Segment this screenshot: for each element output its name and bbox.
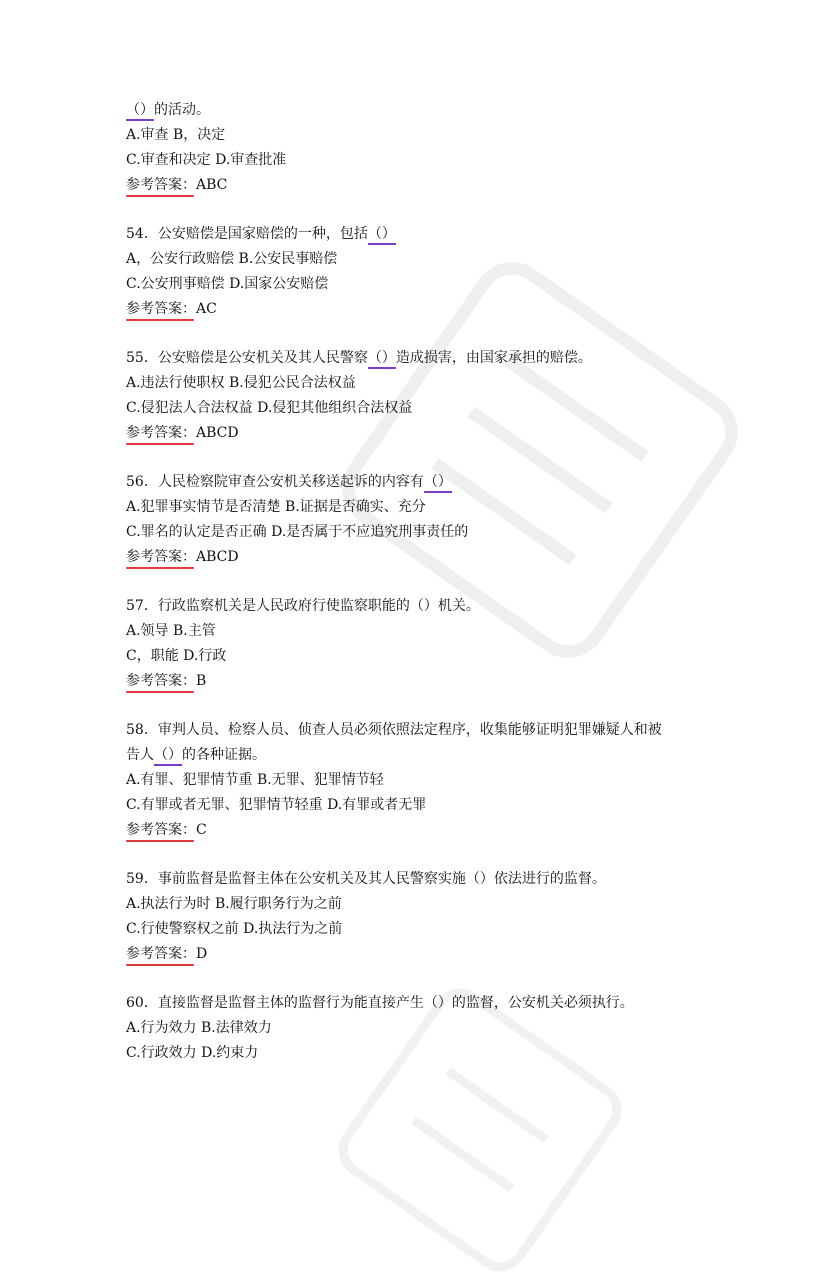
q53-stem-rest: 的活动。 [154, 102, 210, 118]
q57-stem: 57．行政监察机关是人民政府行使监察职能的（）机关。 [126, 598, 480, 614]
q55-stem [126, 348, 592, 368]
q56-stem-text: 56．人民检察院审查公安机关移送起诉的内容有 [126, 474, 424, 490]
answer-label: 参考答案： [126, 673, 196, 689]
answer-label: 参考答案： [126, 177, 196, 193]
q60-option-a: A.行为效力 B.法律效力 [126, 1020, 272, 1036]
answer-label: 参考答案： [126, 425, 196, 441]
q56-stem [126, 472, 452, 492]
watermark-logo-lower [330, 980, 630, 1280]
q53-answer: ABC [196, 177, 228, 193]
q56-option-a: A.犯罪事实情节是否清楚 B.证据是否确实、充分 [126, 499, 426, 515]
q53-stem-line [126, 100, 210, 120]
q55-option-c: C.侵犯法人合法权益 D.侵犯其他组织合法权益 [126, 400, 413, 416]
q58-answer: C [196, 822, 207, 838]
q54-option-c: C.公安刑事赔偿 D.国家公安赔偿 [126, 276, 329, 292]
q59-answer: D [196, 946, 208, 962]
q54-answer-line [126, 299, 217, 319]
q59-stem: 59．事前监督是监督主体在公安机关及其人民警察实施（）依法进行的监督。 [126, 871, 606, 887]
q59-option-c: C.行使警察权之前 D.执法行为之前 [126, 921, 343, 937]
q58-stem-pre: 告人 [126, 747, 154, 763]
q54-stem [126, 224, 396, 244]
q58-stem-rest: 的各种证据。 [182, 747, 266, 763]
q58-answer-line [126, 820, 207, 840]
q55-answer-line [126, 423, 239, 443]
q58-blank: （） [154, 747, 182, 763]
q58-option-a: A.有罪、犯罪情节重 B.无罪、犯罪情节轻 [126, 772, 384, 788]
q60-stem: 60．直接监督是监督主体的监督行为能直接产生（）的监督，公安机关必须执行。 [126, 995, 634, 1011]
q58-option-c: C.有罪或者无罪、犯罪情节轻重 D.有罪或者无罪 [126, 797, 427, 813]
q59-answer-line [126, 944, 207, 964]
q60-option-c: C.行政效力 D.约束力 [126, 1045, 259, 1061]
q53-answer-line [126, 175, 227, 195]
q56-answer-line [126, 547, 239, 567]
q56-blank: （） [423, 474, 452, 490]
q57-option-c: C，职能 D.行政 [126, 648, 227, 664]
answer-label: 参考答案： [126, 822, 196, 838]
q54-stem-text: 54．公安赔偿是国家赔偿的一种，包括 [126, 226, 368, 242]
answer-label: 参考答案： [126, 946, 196, 962]
q54-answer: AC [196, 301, 217, 317]
q55-stem-rest: 造成损害，由国家承担的赔偿。 [395, 350, 592, 366]
q54-option-a: A，公安行政赔偿 B.公安民事赔偿 [126, 251, 338, 267]
answer-label: 参考答案： [126, 301, 196, 317]
q55-option-a: A.违法行使职权 B.侵犯公民合法权益 [126, 375, 356, 391]
q57-answer: B [196, 673, 207, 689]
q53-option-a: A.审查 B，决定 [126, 127, 226, 143]
q56-answer: ABCD [196, 549, 239, 565]
q53-option-c: C.审查和决定 D.审查批准 [126, 152, 287, 168]
q57-option-a: A.领导 B.主管 [126, 623, 216, 639]
q55-answer: ABCD [196, 425, 239, 441]
q53-blank: （） [126, 102, 154, 118]
answer-label: 参考答案： [126, 549, 196, 565]
q55-blank: （） [367, 350, 396, 366]
q58-stem-line2 [126, 745, 266, 765]
q55-stem-text: 55．公安赔偿是公安机关及其人民警察 [126, 350, 368, 366]
q56-option-c: C.罪名的认定是否正确 D.是否属于不应追究刑事责任的 [126, 524, 469, 540]
q57-answer-line [126, 671, 206, 691]
q54-blank: （） [367, 226, 396, 242]
q59-option-a: A.执法行为时 B.履行职务行为之前 [126, 896, 342, 912]
q58-stem-line1: 58．审判人员、检察人员、侦查人员必须依照法定程序，收集能够证明犯罪嫌疑人和被 [126, 722, 662, 738]
